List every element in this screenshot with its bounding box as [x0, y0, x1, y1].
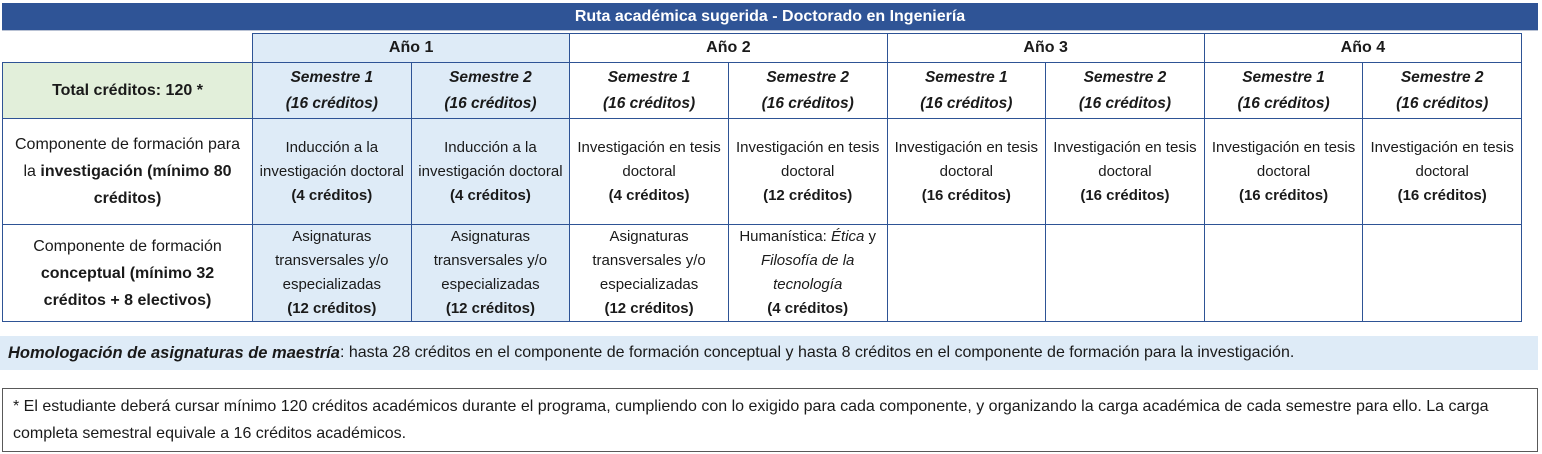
course-cell: [411, 119, 570, 225]
course-credits: (12 créditos): [445, 300, 536, 317]
homologacion-text: : hasta 28 créditos en el componente de formación conceptual y hasta 8 créditos en el componente de formación para la investigación.: [339, 344, 1295, 361]
year-header-1: Año 1: [253, 34, 570, 63]
empty-cell: [1204, 225, 1363, 322]
row-label-investigacion: [3, 119, 253, 225]
empty-cell: [1046, 225, 1205, 322]
semester-credits: (16 créditos): [761, 94, 854, 112]
semester-name: Semestre 2: [449, 68, 532, 86]
conceptual-component-row: [3, 225, 1522, 322]
semester-header: [1046, 63, 1205, 119]
course-cell-humanistica: [728, 225, 887, 322]
course-name: Inducción a la investigación doctoral: [259, 138, 404, 180]
semester-header: [728, 63, 887, 119]
semester-name: Semestre 1: [290, 68, 374, 86]
page-title: Ruta académica sugerida - Doctorado en Ingeniería: [2, 3, 1538, 31]
semester-header: [887, 63, 1046, 119]
course-name-segment: Humanística:: [739, 228, 832, 245]
semester-header: [1363, 63, 1522, 119]
course-name: Investigación en tesis doctoral: [1053, 138, 1197, 180]
course-credits: (12 créditos): [763, 186, 853, 204]
total-credits-cell: Total créditos: 120 *: [3, 63, 253, 119]
row-label-conceptual: [3, 225, 253, 322]
course-credits: (4 créditos): [767, 300, 849, 317]
semester-header: [411, 63, 570, 119]
row-label-bold: investigación (mínimo 80 créditos): [40, 163, 232, 207]
course-credits: (16 créditos): [1397, 186, 1487, 204]
research-component-row: [3, 119, 1522, 225]
footnote-box: [2, 388, 1538, 452]
course-name: Asignaturas transversales y/o especializadas: [275, 228, 389, 293]
course-name: Asignaturas transversales y/o especializadas: [592, 228, 706, 293]
course-cell: [253, 225, 412, 322]
course-credits: (12 créditos): [604, 300, 694, 317]
year-header-4: Año 4: [1204, 34, 1521, 63]
course-credits: (16 créditos): [1080, 186, 1170, 204]
empty-cell: [887, 225, 1046, 322]
course-cell: [1363, 119, 1522, 225]
semester-credits: (16 créditos): [1396, 94, 1489, 112]
course-cell: [1204, 119, 1363, 225]
course-cell: [887, 119, 1046, 225]
homologacion-note: [0, 336, 1538, 370]
semester-credits: (16 créditos): [602, 94, 696, 112]
footnote-text: * El estudiante deberá cursar mínimo 120 créditos académicos durante el programa, cumpliendo con lo exigido para cada componente, y organizando la carga académica de cada semestre para ello. La carga completa semestral equivale a 16 créditos académicos.: [13, 398, 1489, 442]
course-credits: (4 créditos): [291, 186, 373, 204]
course-name: Investigación en tesis doctoral: [577, 138, 721, 180]
semester-name: Semestre 1: [924, 68, 1008, 86]
course-cell: [253, 119, 412, 225]
course-credits: (16 créditos): [921, 186, 1011, 204]
semester-credits: (16 créditos): [920, 94, 1013, 112]
course-credits: (16 créditos): [1238, 186, 1329, 204]
course-cell: [570, 119, 729, 225]
course-credits: (12 créditos): [287, 300, 377, 317]
semester-name: Semestre 2: [766, 68, 850, 86]
semester-header: [253, 63, 412, 119]
corner-empty-cell: [3, 34, 253, 63]
course-name: Investigación en tesis doctoral: [894, 138, 1039, 180]
semester-credits: (16 créditos): [285, 94, 378, 112]
semester-header: [1204, 63, 1363, 119]
row-label-text: Componente de formación para la: [14, 136, 241, 180]
course-credits: (4 créditos): [608, 186, 690, 204]
course-name: Investigación en tesis doctoral: [735, 138, 880, 180]
academic-path-table: [2, 33, 1522, 322]
course-name-italic: Filosofía de la tecnología: [760, 252, 855, 293]
year-header-3: Año 3: [887, 34, 1204, 63]
course-cell: [728, 119, 887, 225]
semester-credits: (16 créditos): [1237, 94, 1330, 112]
course-name: Investigación en tesis doctoral: [1370, 138, 1514, 180]
year-header-2: Año 2: [570, 34, 887, 63]
semester-name: Semestre 1: [1242, 68, 1325, 86]
course-name: Inducción a la investigación doctoral: [418, 138, 563, 180]
semester-name: Semestre 2: [1083, 68, 1167, 86]
course-cell: [411, 225, 570, 322]
course-name: Investigación en tesis doctoral: [1211, 138, 1356, 180]
course-name-segment: y: [864, 228, 877, 245]
semester-credits: (16 créditos): [444, 94, 537, 112]
homologacion-lead: Homologación de asignaturas de maestría: [8, 343, 340, 362]
semester-name: Semestre 1: [607, 68, 691, 86]
course-cell: [1046, 119, 1205, 225]
row-label-bold: conceptual (mínimo 32 créditos + 8 electivos): [40, 264, 215, 309]
course-cell: [570, 225, 729, 322]
course-name: [733, 225, 883, 297]
course-name-italic: Ética: [831, 228, 865, 245]
course-name: Asignaturas transversales y/o especializadas: [433, 228, 548, 293]
empty-cell: [1363, 225, 1522, 322]
semester-credits: (16 créditos): [1078, 94, 1172, 112]
course-credits: (4 créditos): [450, 186, 531, 204]
semester-header-row: [3, 63, 1522, 119]
semester-name: Semestre 2: [1400, 68, 1484, 86]
row-label-text: Componente de formación: [33, 237, 222, 255]
year-header-row: [3, 34, 1522, 63]
semester-header: [570, 63, 729, 119]
